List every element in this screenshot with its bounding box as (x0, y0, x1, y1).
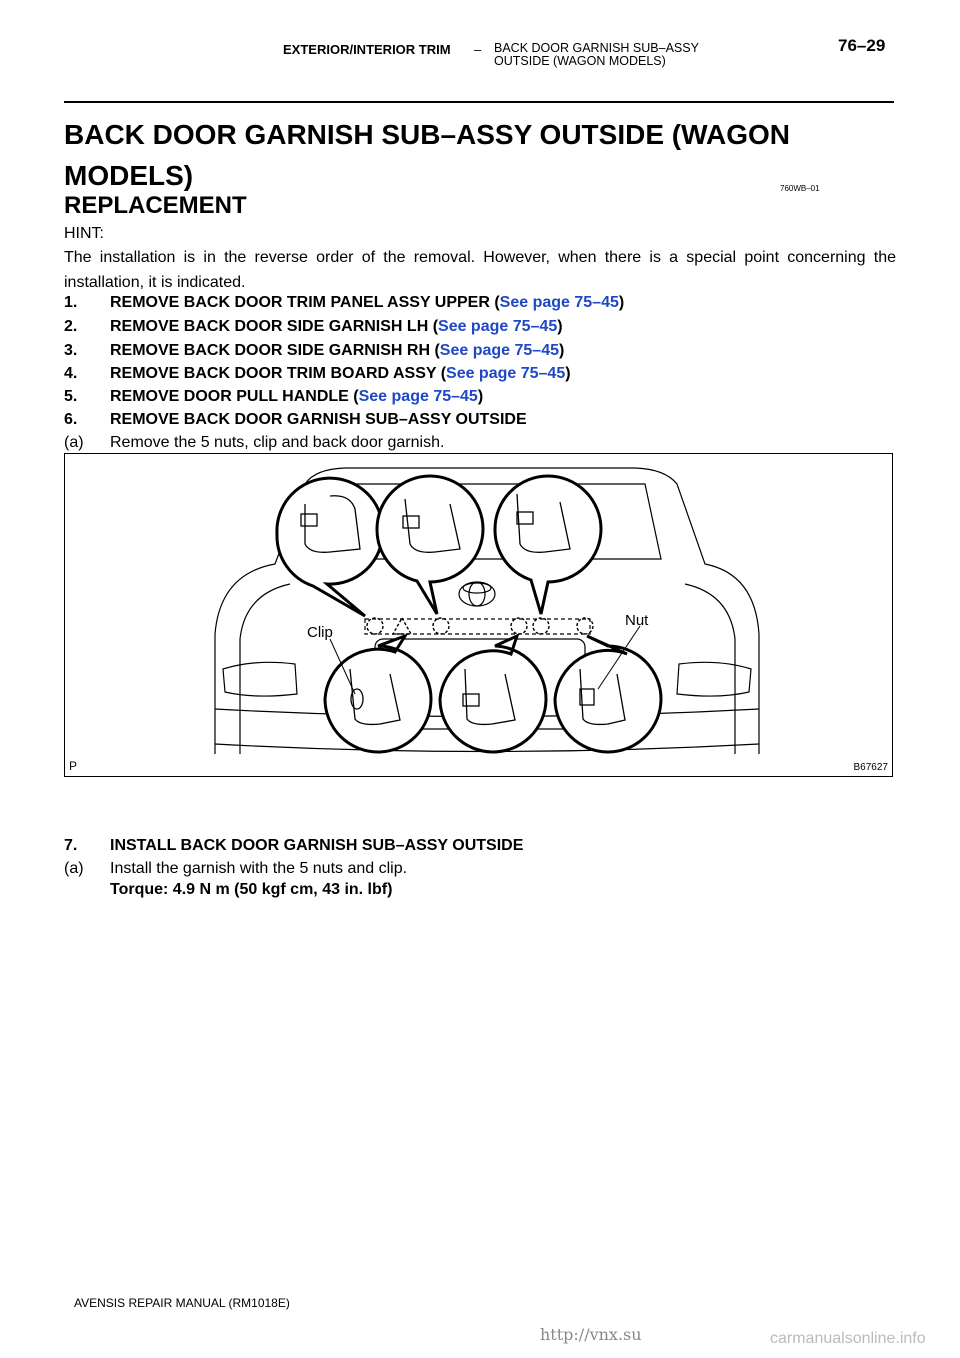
header-divider (64, 101, 894, 103)
step-text: REMOVE BACK DOOR SIDE GARNISH RH ( (110, 342, 440, 359)
step-7 (64, 835, 523, 857)
step-text: REMOVE BACK DOOR TRIM PANEL ASSY UPPER ( (110, 294, 500, 311)
see-page-link[interactable]: See page 75–45 (499, 294, 619, 311)
step-number: 6. (64, 411, 78, 428)
step-number: 4. (64, 365, 78, 382)
step-7a (64, 858, 407, 880)
see-page-link[interactable]: See page 75–45 (438, 318, 558, 335)
section-subtitle: REPLACEMENT (64, 192, 247, 219)
torque-spec: Torque: 4.9 N m (50 kgf cm, 43 in. lbf) (110, 881, 393, 898)
see-page-link[interactable]: See page 75–45 (446, 365, 566, 382)
step-6a (64, 432, 444, 454)
step-1 (64, 292, 624, 314)
page-number: 76–29 (838, 36, 886, 55)
step-text: REMOVE BACK DOOR SIDE GARNISH LH ( (110, 318, 439, 335)
step-text: REMOVE BACK DOOR GARNISH SUB–ASSY OUTSIDE (110, 411, 527, 428)
header-topic-line2: OUTSIDE (WAGON MODELS) (494, 54, 666, 68)
step-number: 1. (64, 294, 78, 311)
step-number: 3. (64, 342, 78, 359)
step-2 (64, 316, 563, 338)
label-nut: Nut (625, 612, 649, 629)
step-4 (64, 363, 571, 385)
header-dash: – (474, 42, 482, 57)
substep-text: Remove the 5 nuts, clip and back door garnish. (110, 434, 445, 451)
step-close: ) (557, 318, 563, 335)
step-number: 5. (64, 388, 78, 405)
step-close: ) (559, 342, 565, 359)
figure-corner-mark: P (69, 759, 78, 773)
label-clip: Clip (307, 624, 333, 641)
step-6 (64, 409, 527, 431)
header-section: EXTERIOR/INTERIOR TRIM (283, 42, 451, 57)
hint-label: HINT: (64, 225, 104, 242)
step-text: INSTALL BACK DOOR GARNISH SUB–ASSY OUTSIDE (110, 837, 524, 854)
step-close: ) (565, 365, 571, 382)
step-text: REMOVE DOOR PULL HANDLE ( (110, 388, 359, 405)
header-topic-line1: BACK DOOR GARNISH SUB–ASSY (494, 41, 699, 55)
substep-number: (a) (64, 434, 84, 451)
step-text: REMOVE BACK DOOR TRIM BOARD ASSY ( (110, 365, 447, 382)
step-3 (64, 340, 564, 362)
step-number: 2. (64, 318, 78, 335)
watermark-site: carmanualsonline.info (770, 1330, 926, 1347)
footer-manual-name: AVENSIS REPAIR MANUAL (RM1018E) (74, 1296, 290, 1310)
step-number: 7. (64, 837, 78, 854)
step-5 (64, 386, 483, 408)
header-topic (494, 42, 699, 68)
substep-text: Install the garnish with the 5 nuts and clip. (110, 860, 408, 877)
see-page-link[interactable]: See page 75–45 (439, 342, 559, 359)
figure-back-door-garnish (64, 453, 893, 777)
step-close: ) (477, 388, 484, 405)
step-close: ) (618, 294, 625, 311)
back-door-illustration (65, 454, 891, 775)
doc-code: 760WB–01 (780, 184, 820, 193)
hint-text: The installation is in the reverse order of the removal. However, when there is a special point concerning the installation, it is indicated. (64, 249, 896, 291)
page-title: BACK DOOR GARNISH SUB–ASSY OUTSIDE (WAGON MODELS) (64, 119, 790, 191)
watermark-link[interactable]: http://vnx.su (540, 1325, 642, 1344)
see-page-link[interactable]: See page 75–45 (358, 388, 478, 405)
substep-number: (a) (64, 860, 84, 877)
figure-id: B67627 (853, 762, 888, 773)
